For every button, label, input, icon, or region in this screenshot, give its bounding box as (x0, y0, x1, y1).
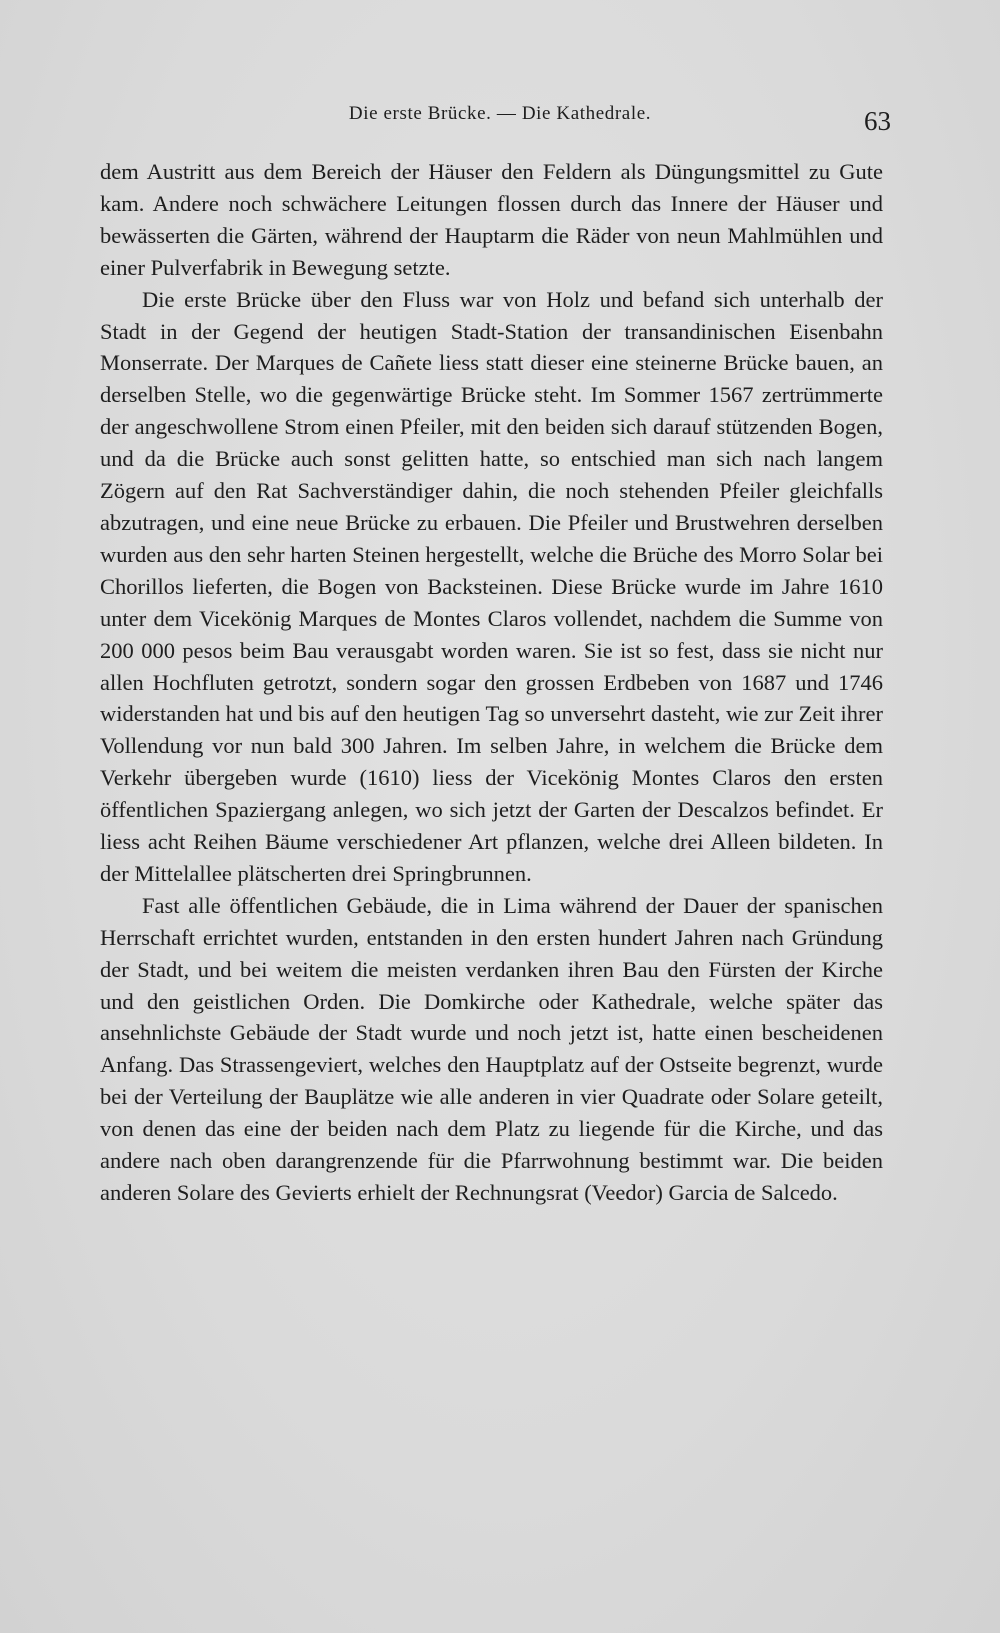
body-text (100, 156, 883, 1209)
running-head: Die erste Brücke. — Die Kathedrale. (348, 103, 652, 124)
paragraph-first-bridge: Die erste Brücke über den Fluss war von Holz und befand sich unterhalb der Stadt in der Gegend der heutigen Stadt-Station der transandinischen Eisenbahn Monserrate. Der Marques de Cañete liess statt dieser eine steinerne Brücke bauen, an derselben Stelle, wo die gegenwärtige Brücke steht. Im Sommer 1567 zertrümmerte der angeschwollene Strom einen Pfeiler, mit den beiden sich darauf stützenden Bogen, und da die Brücke auch sonst gelitten hatte, so entschied man sich nach langem Zögern auf den Rat Sachverständiger dahin, die noch stehenden Pfeiler gleichfalls abzutragen, und eine neue Brücke zu erbauen. Die Pfeiler und Brustwehren derselben wurden aus den sehr harten Steinen hergestellt, welche die Brüche des Morro Solar bei Chorillos lieferten, die Bogen von Backsteinen. Diese Brücke wurde im Jahre 1610 unter dem Vicekönig Marques de Montes Claros vollendet, nachdem die Summe von 200 000 pesos beim Bau verausgabt worden waren. Sie ist so fest, dass sie nicht nur allen Hochfluten getrotzt, sondern sogar den grossen Erdbeben von 1687 und 1746 widerstanden hat und bis auf den heutigen Tag so unversehrt dasteht, wie zur Zeit ihrer Vollendung vor nun bald 300 Jahren. Im selben Jahre, in welchem die Brücke dem Verkehr übergeben wurde (1610) liess der Vicekönig Montes Claros den ersten öffentlichen Spaziergang anlegen, wo sich jetzt der Garten der Descalzos befindet. Er liess acht Reihen Bäume verschiedener Art pflanzen, welche drei Alleen bildeten. In der Mittelallee plätscherten drei Springbrunnen. (100, 286, 883, 886)
paragraph-continuation: dem Austritt aus dem Bereich der Häuser den Feldern als Düngungsmittel zu Gute kam. Andere noch schwächere Leitungen flossen durch das Innere der Häuser und bewässerten die Gärten, während der Hauptarm die Räder von neun Mahlmühlen und einer Pulverfabrik in Bewegung setzte. (100, 159, 883, 280)
paragraph-cathedral: Fast alle öffentlichen Gebäude, die in Lima während der Dauer der spanischen Herrschaft errichtet wurden, entstanden in den ersten hundert Jahren nach Gründung der Stadt, und bei weitem die meisten verdanken ihren Bau den Fürsten der Kirche und den geistlichen Orden. Die Domkirche oder Kathedrale, welche später das ansehnlichste Gebäude der Stadt wurde und noch jetzt ist, hatte einen bescheidenen Anfang. Das Strassengeviert, welches den Hauptplatz auf der Ostseite begrenzt, wurde bei der Verteilung der Bauplätze wie alle anderen in vier Quadrate oder Solare geteilt, von denen das eine der beiden nach dem Platz zu liegende für die Kirche, und das andere nach oben darangrenzende für die Pfarrwohnung bestimmt war. Die beiden anderen Solare des Gevierts erhielt der Rechnungsrat (Veedor) Garcia de Salcedo. (100, 892, 883, 1205)
page-number: 63 (864, 106, 891, 136)
